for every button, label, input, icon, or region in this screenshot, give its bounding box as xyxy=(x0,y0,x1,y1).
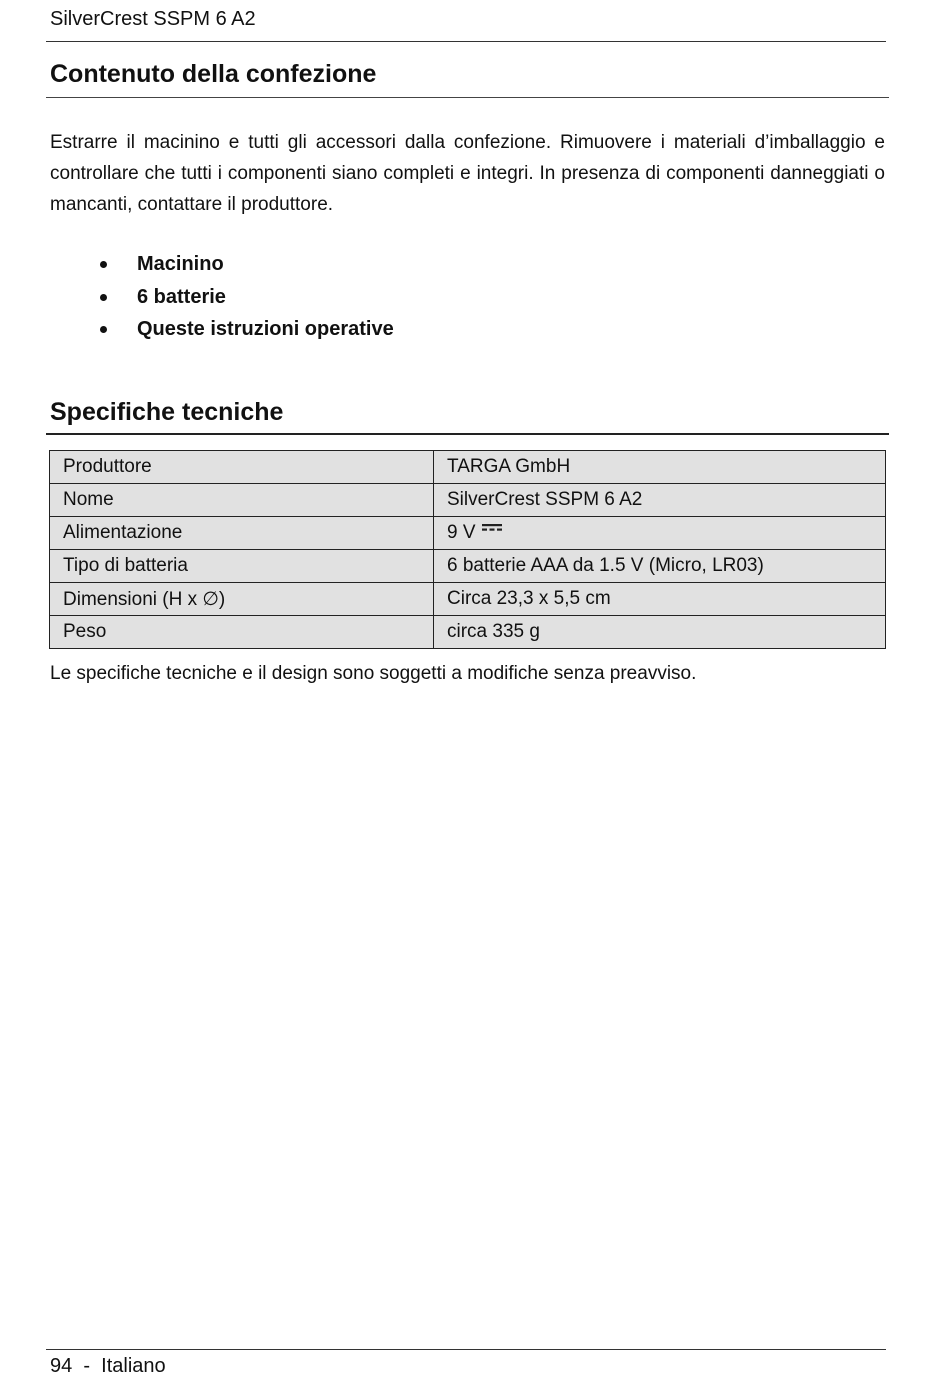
spec-label: Dimensioni (H x ∅) xyxy=(50,583,434,616)
page-number: 94 - Italiano xyxy=(50,1355,166,1377)
table-row xyxy=(50,484,886,517)
specs-note: Le specifiche tecniche e il design sono soggetti a modifiche senza preavviso. xyxy=(50,663,697,684)
list-item xyxy=(100,281,394,314)
spec-value: SilverCrest SSPM 6 A2 xyxy=(434,484,886,517)
list-item xyxy=(100,313,394,346)
table-row xyxy=(50,550,886,583)
spec-label: Alimentazione xyxy=(50,517,434,550)
spec-label: Nome xyxy=(50,484,434,517)
header-divider xyxy=(46,41,886,42)
section-divider xyxy=(46,433,889,435)
list-item xyxy=(100,248,394,281)
table-row xyxy=(50,517,886,550)
section-divider xyxy=(46,97,889,98)
list-item-text: 6 batterie xyxy=(137,285,226,308)
bullet-icon xyxy=(100,261,107,268)
footer-divider xyxy=(46,1349,886,1350)
bullet-icon xyxy=(100,326,107,333)
dc-current-icon xyxy=(482,523,502,533)
section-heading-specs: Specifiche tecniche xyxy=(50,398,284,426)
bullet-icon xyxy=(100,294,107,301)
spec-label: Peso xyxy=(50,616,434,649)
spec-value: TARGA GmbH xyxy=(434,451,886,484)
contents-list xyxy=(100,248,394,346)
list-item-text: Queste istruzioni operative xyxy=(137,318,394,340)
spec-value: Circa 23,3 x 5,5 cm xyxy=(434,583,886,616)
table-row xyxy=(50,451,886,484)
intro-paragraph: Estrarre il macinino e tutti gli accessori dalla confezione. Rimuovere i materiali d’imballaggio e controllare che tutti i componenti siano completi e integri. In presenza di componenti danneggiati o mancanti, contattare il produttore. xyxy=(50,132,885,215)
spec-label: Tipo di batteria xyxy=(50,550,434,583)
section-heading-contents: Contenuto della confezione xyxy=(50,60,377,88)
table-row xyxy=(50,616,886,649)
header-title: SilverCrest SSPM 6 A2 xyxy=(50,8,256,30)
spec-value: 9 V xyxy=(447,522,476,543)
table-row xyxy=(50,583,886,616)
spec-label: Produttore xyxy=(50,451,434,484)
spec-value: 6 batterie AAA da 1.5 V (Micro, LR03) xyxy=(434,550,886,583)
list-item-text: Macinino xyxy=(137,253,224,275)
spec-value: circa 335 g xyxy=(434,616,886,649)
specs-table xyxy=(49,450,886,649)
spec-value-cell xyxy=(434,517,886,550)
